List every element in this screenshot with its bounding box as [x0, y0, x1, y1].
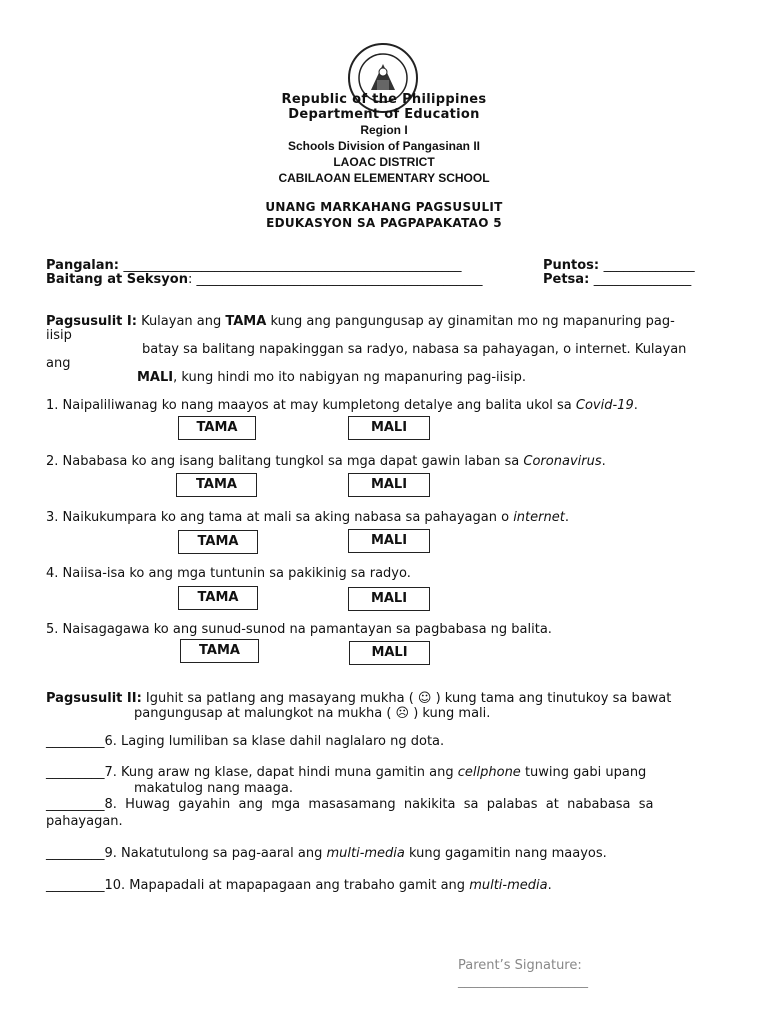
q1-mali-button[interactable]: MALI: [348, 416, 430, 440]
q1-tama-button[interactable]: TAMA: [178, 416, 256, 440]
question-3: 3. Naikukumpara ko ang tama at mali sa aking nabasa sa pahayagan o internet.: [46, 510, 569, 525]
answer-blank[interactable]: _________: [46, 878, 105, 893]
answer-blank[interactable]: _________: [46, 846, 105, 861]
deped-heading: Department of Education: [288, 107, 480, 122]
q5-tama-button[interactable]: TAMA: [180, 639, 259, 663]
test1-instruction: Pagsusulit I: Kulayan ang TAMA kung ang pangungusap ay ginamitan mo ng mapanuring pag-: [46, 314, 675, 329]
region-label: Region I: [360, 123, 408, 137]
question-6: _________6. Laging lumiliban sa klase dahil naglalaro ng dota.: [46, 734, 445, 749]
question-1: 1. Naipaliliwanag ko nang maayos at may kumpletong detalye ang balita ukol sa Covid-19.: [46, 398, 638, 413]
question-9: _________9. Nakatutulong sa pag-aaral ang multi-media kung gagamitin nang maayos.: [46, 846, 607, 861]
q3-mali-button[interactable]: MALI: [348, 529, 430, 553]
test2-instruction-cont: pangungusap at malungkot na mukha ( ☹ ) kung mali.: [134, 706, 491, 721]
school-label: CABILAOAN ELEMENTARY SCHOOL: [278, 171, 490, 185]
question-10: _________10. Mapapadali at mapapagaan ang trabaho gamit ang multi-media.: [46, 878, 552, 893]
parent-signature-line[interactable]: ____________________: [458, 974, 588, 989]
question-5: 5. Naisagagawa ko ang sunud-sunod na pamantayan sa pagbabasa ng balita.: [46, 622, 552, 637]
q5-mali-button[interactable]: MALI: [349, 641, 430, 665]
grade-section-field[interactable]: Baitang at Seksyon: ____________________________________________: [46, 272, 483, 287]
q4-mali-button[interactable]: MALI: [348, 587, 430, 611]
test1-instruction-line3: batay sa balitang napakinggan sa radyo, nabasa sa pahayagan, o internet. Kulayan: [142, 342, 687, 357]
q3-tama-button[interactable]: TAMA: [178, 530, 258, 554]
division-label: Schools Division of Pangasinan II: [287, 139, 481, 153]
q4-tama-button[interactable]: TAMA: [178, 586, 258, 610]
question-7: _________7. Kung araw ng klase, dapat hindi muna gamitin ang cellphone tuwing gabi upang: [46, 765, 647, 780]
q2-mali-button[interactable]: MALI: [348, 473, 430, 497]
district-label: LAOAC DISTRICT: [333, 155, 435, 169]
date-field[interactable]: Petsa: _______________: [543, 272, 692, 287]
question-7-cont: makatulog nang maaga.: [134, 781, 293, 796]
name-field[interactable]: Pangalan: ____________________________________________________: [46, 258, 462, 273]
test1-instruction-line5: MALI, kung hindi mo ito nabigyan ng mapanuring pag-iisip.: [137, 370, 527, 385]
test1-instruction-cont: iisip: [46, 328, 72, 343]
answer-blank[interactable]: _________: [46, 765, 105, 780]
q2-tama-button[interactable]: TAMA: [176, 473, 257, 497]
subject-title: EDUKASYON SA PAGPAPAKATAO 5: [266, 216, 502, 230]
test2-instruction: Pagsusulit II: Iguhit sa patlang ang masayang mukha ( ☺ ) kung tama ang tinutukoy sa bawat: [46, 691, 672, 706]
question-8: _________8. Huwag gayahin ang mga masasamang nakikita sa palabas at nababasa sa: [46, 797, 654, 812]
parent-signature-label: Parent’s Signature:: [458, 958, 582, 973]
question-4: 4. Naiisa-isa ko ang mga tuntunin sa pakikinig sa radyo.: [46, 566, 411, 581]
question-8-cont: pahayagan.: [46, 814, 123, 829]
answer-blank[interactable]: _________: [46, 734, 105, 749]
exam-title: UNANG MARKAHANG PAGSUSULIT: [265, 200, 503, 214]
question-2: 2. Nababasa ko ang isang balitang tungkol sa mga dapat gawin laban sa Coronavirus.: [46, 454, 606, 469]
test1-instruction-line4: ang: [46, 356, 71, 371]
republic-heading: Republic of the Philippines: [281, 92, 487, 107]
answer-blank[interactable]: _________: [46, 797, 105, 812]
score-field[interactable]: Puntos: ______________: [543, 258, 695, 273]
